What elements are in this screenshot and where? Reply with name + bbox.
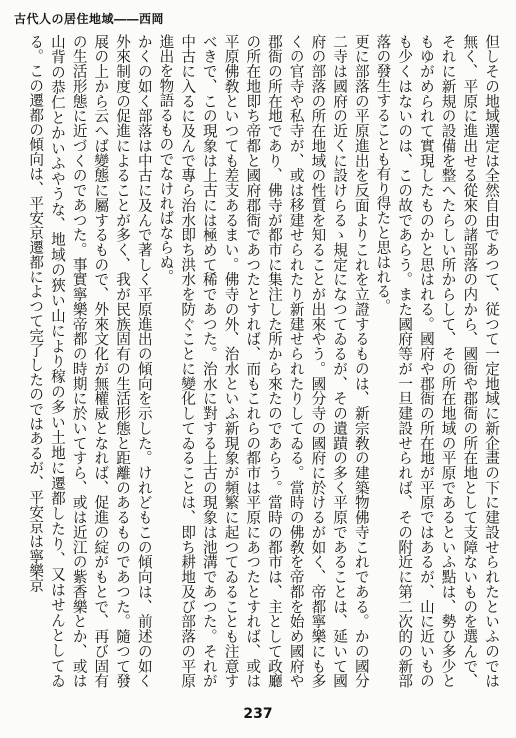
- running-head: 古代人の居住地域――西岡: [14, 12, 165, 26]
- paragraph: 更に部落の平原進出を反面よりこれを立證するものは、新宗敎の建築物佛寺これである。かの國分二寺は國府の近くに設けらるゝ規定になつてゐるが、その遺蹟の多く平原であることは、延いて國府の部落の所在地域の性質を知ることが出來やう。國分寺の國府に於けるが如く、帝都寧樂にも多くの官寺や私寺が、或は移建せられたり新建せられたりしてゐる。當時の佛敎を帝都を始め國府や郡衙の所在地であり、佛寺が都市に集注した所から來たのであらう。當時の都市は、主として政廳の所在地即ち帝都と國府郡衙であつたとすれば、而もこれらの都市は平原にあつたとすれば、或は平原佛敎といつても差支あるまい。佛寺の外、治水といふ新現象が頻繁に起つてゐることも注意すべきで、この現象は上古には極めて稀であつた。治水に對する上古の現象は池溝であつた。それが中古に入るに及んで專ら治水即ち洪水を防ぐことに變化してゐることは、即ち耕地及び部落の平原進出を物語るものでなければならぬ。: [157, 34, 370, 688]
- paragraph: かくの如く部落は中古に及んで著しく平原進出の傾向を示した。けれどもこの傾向は、前述の如く外來制度の促進によることが多く、我が民族固有の生活形態と距離のあるものであつた。隨つて發展の上から云へば變態に屬するもので、外來文化が無權威となれば、促進の綻がもとで、再び固有の生活形態に近づくのであつた。事實寧樂帝都の時期に於いてすら、或は近江の紫香樂とか、或は山背の恭仁とかいふやうな、地域の狹い山により稼の多い土地に遷都したり、又はせんとしてゐる。この遷都の傾向は、平安京遷都によつて完了したのではあるが、平安京は寧樂京: [27, 34, 153, 688]
- page-number: 237: [243, 706, 273, 722]
- body-text: [18, 34, 502, 688]
- paragraph: 但しその地域選定は全然自由であつて、従つて一定地域に新企畫の下に建設せられたといふのでは無く、平原に進出せる從來の諸部落の内から、國衙や郡衙の所在地として支障ないものを選んで、それに新規の設備を整へたらしい所からして、その所在地域の平原であるといふ點は、勢ひ多少ともゆがめられて實現したものかと思はれる。國府や郡衙の所在地が平原ではあるが、山に近いものも少くはないのは、この故であらう。また國府等が一旦建設せられば、その附近に第二次的の新部落の發生することも有り得たと思はれる。: [374, 34, 500, 688]
